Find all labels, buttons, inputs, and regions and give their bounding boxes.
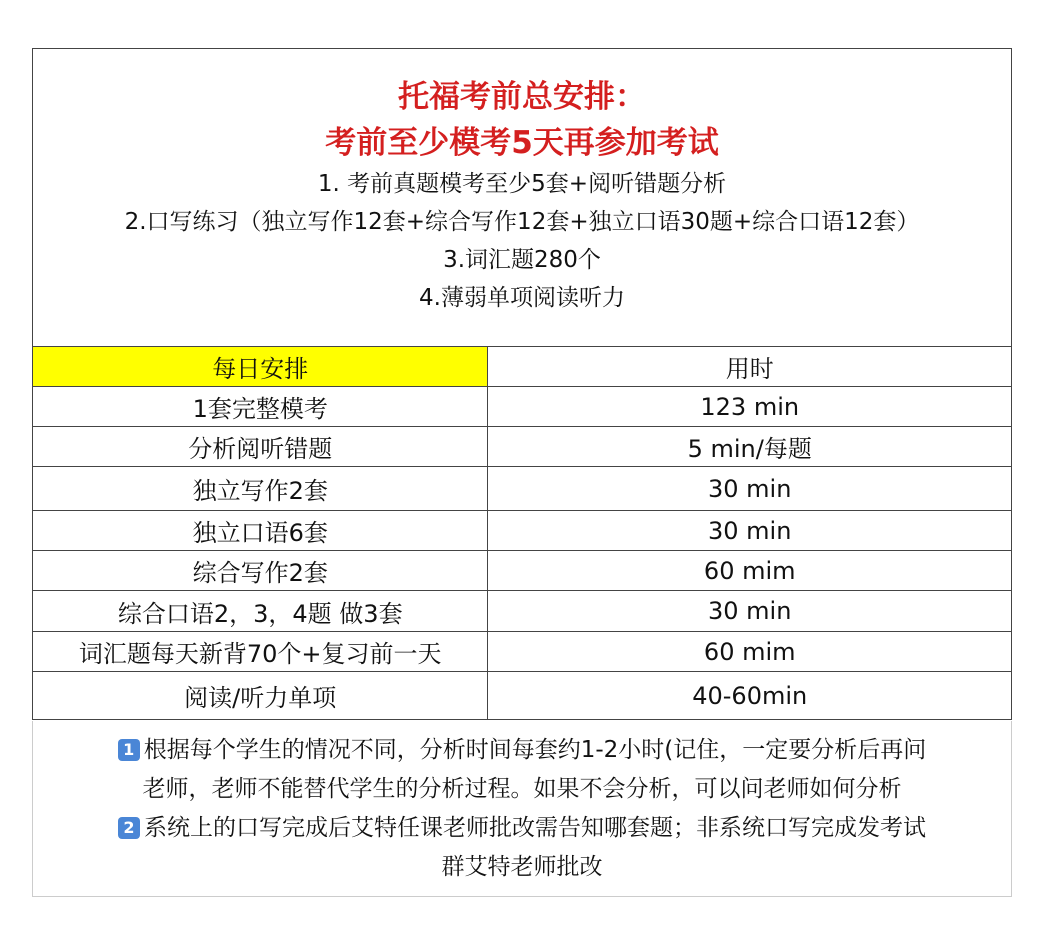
number-one-icon: 1 xyxy=(118,739,140,761)
header-daily-plan: 每日安排 xyxy=(33,347,488,387)
plan-item-4: 4.薄弱单项阅读听力 xyxy=(419,285,625,311)
schedule-header xyxy=(32,48,1012,347)
row-time: 40-60min xyxy=(488,672,1012,720)
row-task: 1套完整模考 xyxy=(33,387,488,427)
plan-item-1: 1. 考前真题模考至少5套+阅听错题分析 xyxy=(317,171,727,197)
row-task: 阅读/听力单项 xyxy=(33,672,488,720)
row-task: 综合写作2套 xyxy=(33,551,488,591)
row-task: 词汇题每天新背70个+复习前一天 xyxy=(33,632,488,672)
note-2-text: 系统上的口写完成后艾特任课老师批改需告知哪套题；非系统口写完成发考试 xyxy=(144,815,926,841)
daily-schedule-table xyxy=(32,346,1012,720)
row-time: 30 min xyxy=(488,591,1012,632)
table-row xyxy=(33,591,1012,632)
row-task: 独立口语6套 xyxy=(33,511,488,551)
table-row xyxy=(33,387,1012,427)
table-row xyxy=(33,551,1012,591)
table-header-row xyxy=(33,347,1012,387)
notes-section xyxy=(32,721,1012,897)
row-task: 分析阅听错题 xyxy=(33,427,488,467)
note-2-line-1 xyxy=(33,809,1011,848)
row-time: 5 min/每题 xyxy=(488,427,1012,467)
note-1-line-1 xyxy=(33,731,1011,770)
number-two-icon: 2 xyxy=(118,817,140,839)
header-time: 用时 xyxy=(488,347,1012,387)
row-task: 综合口语2，3，4题 做3套 xyxy=(33,591,488,632)
table-row xyxy=(33,511,1012,551)
row-time: 60 mim xyxy=(488,551,1012,591)
note-1-text: 根据每个学生的情况不同，分析时间每套约1-2小时(记住，一定要分析后再问 xyxy=(143,737,927,763)
title-line-2: 考前至少模考5天再参加考试 xyxy=(325,125,719,161)
table-row xyxy=(33,632,1012,672)
title-line-1: 托福考前总安排： xyxy=(398,79,646,115)
schedule-sheet xyxy=(32,48,1012,898)
note-2-line-2: 群艾特老师批改 xyxy=(441,854,603,880)
row-time: 60 mim xyxy=(488,632,1012,672)
row-time: 123 min xyxy=(488,387,1012,427)
table-row xyxy=(33,427,1012,467)
row-time: 30 min xyxy=(488,511,1012,551)
row-task: 独立写作2套 xyxy=(33,467,488,511)
table-row xyxy=(33,672,1012,720)
note-1-line-2: 老师，老师不能替代学生的分析过程。如果不会分析，可以问老师如何分析 xyxy=(142,776,902,802)
table-row xyxy=(33,467,1012,511)
plan-item-2: 2.口写练习（独立写作12套+综合写作12套+独立口语30题+综合口语12套） xyxy=(124,209,920,235)
row-time: 30 min xyxy=(488,467,1012,511)
plan-item-3: 3.词汇题280个 xyxy=(443,247,601,273)
